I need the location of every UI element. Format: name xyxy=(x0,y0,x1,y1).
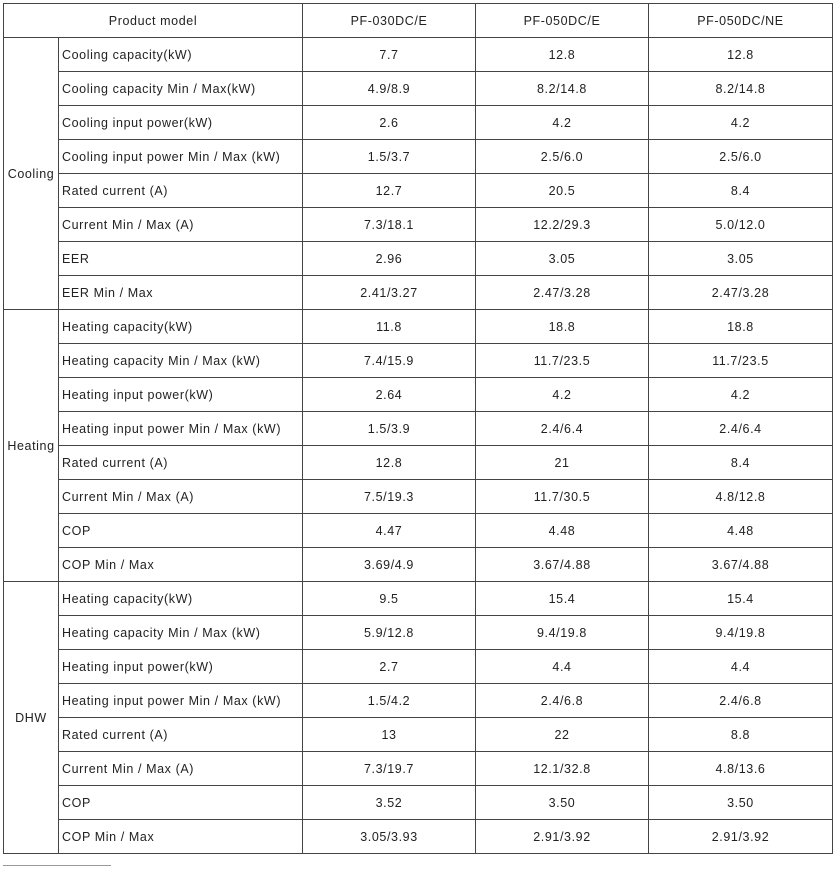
row-label: Cooling capacity Min / Max(kW) xyxy=(59,72,303,106)
table-row xyxy=(4,752,833,786)
row-label: COP xyxy=(59,514,303,548)
value-cell: 8.8 xyxy=(649,718,833,752)
row-label: Rated current (A) xyxy=(59,174,303,208)
row-label: COP Min / Max xyxy=(59,548,303,582)
value-cell: 4.48 xyxy=(476,514,649,548)
row-label: EER xyxy=(59,242,303,276)
table-row xyxy=(4,582,833,616)
value-cell: 7.7 xyxy=(303,38,476,72)
value-cell: 2.41/3.27 xyxy=(303,276,476,310)
value-cell: 2.7 xyxy=(303,650,476,684)
value-cell: 4.2 xyxy=(649,106,833,140)
group-label-cooling: Cooling xyxy=(4,38,59,310)
table-row xyxy=(4,208,833,242)
value-cell: 18.8 xyxy=(649,310,833,344)
value-cell: 2.47/3.28 xyxy=(476,276,649,310)
product-model-header: Product model xyxy=(4,4,303,38)
model-header: PF-050DC/E xyxy=(476,4,649,38)
value-cell: 3.67/4.88 xyxy=(476,548,649,582)
table-row xyxy=(4,276,833,310)
value-cell: 2.47/3.28 xyxy=(649,276,833,310)
row-label: COP Min / Max xyxy=(59,820,303,854)
table-row xyxy=(4,786,833,820)
table-row xyxy=(4,72,833,106)
value-cell: 1.5/4.2 xyxy=(303,684,476,718)
table-row xyxy=(4,446,833,480)
value-cell: 3.05/3.93 xyxy=(303,820,476,854)
value-cell: 2.4/6.4 xyxy=(649,412,833,446)
row-label: Cooling input power Min / Max (kW) xyxy=(59,140,303,174)
table-row xyxy=(4,616,833,650)
value-cell: 3.05 xyxy=(476,242,649,276)
value-cell: 15.4 xyxy=(649,582,833,616)
value-cell: 15.4 xyxy=(476,582,649,616)
value-cell: 2.91/3.92 xyxy=(476,820,649,854)
value-cell: 12.8 xyxy=(303,446,476,480)
row-label: Heating capacity(kW) xyxy=(59,310,303,344)
row-label: Rated current (A) xyxy=(59,446,303,480)
table-row xyxy=(4,548,833,582)
spec-table xyxy=(3,3,833,854)
value-cell: 4.4 xyxy=(649,650,833,684)
row-label: EER Min / Max xyxy=(59,276,303,310)
table-row xyxy=(4,242,833,276)
table-row xyxy=(4,718,833,752)
value-cell: 3.52 xyxy=(303,786,476,820)
row-label: Heating capacity(kW) xyxy=(59,582,303,616)
value-cell: 7.3/19.7 xyxy=(303,752,476,786)
value-cell: 4.2 xyxy=(476,378,649,412)
row-label: Rated current (A) xyxy=(59,718,303,752)
value-cell: 8.4 xyxy=(649,446,833,480)
value-cell: 21 xyxy=(476,446,649,480)
table-row xyxy=(4,38,833,72)
table-row xyxy=(4,378,833,412)
table-row xyxy=(4,820,833,854)
value-cell: 2.5/6.0 xyxy=(476,140,649,174)
value-cell: 7.3/18.1 xyxy=(303,208,476,242)
value-cell: 1.5/3.7 xyxy=(303,140,476,174)
value-cell: 4.48 xyxy=(649,514,833,548)
row-label: Cooling capacity(kW) xyxy=(59,38,303,72)
table-row xyxy=(4,174,833,208)
value-cell: 11.7/30.5 xyxy=(476,480,649,514)
bottom-divider xyxy=(3,865,111,869)
value-cell: 11.8 xyxy=(303,310,476,344)
value-cell: 3.50 xyxy=(476,786,649,820)
value-cell: 7.5/19.3 xyxy=(303,480,476,514)
value-cell: 5.9/12.8 xyxy=(303,616,476,650)
value-cell: 7.4/15.9 xyxy=(303,344,476,378)
value-cell: 8.2/14.8 xyxy=(649,72,833,106)
row-label: Current Min / Max (A) xyxy=(59,208,303,242)
table-row xyxy=(4,684,833,718)
header-row xyxy=(4,4,833,38)
value-cell: 4.47 xyxy=(303,514,476,548)
value-cell: 2.5/6.0 xyxy=(649,140,833,174)
value-cell: 4.8/12.8 xyxy=(649,480,833,514)
value-cell: 3.50 xyxy=(649,786,833,820)
value-cell: 12.8 xyxy=(649,38,833,72)
value-cell: 2.91/3.92 xyxy=(649,820,833,854)
value-cell: 3.67/4.88 xyxy=(649,548,833,582)
table-row xyxy=(4,140,833,174)
table-row xyxy=(4,344,833,378)
value-cell: 4.8/13.6 xyxy=(649,752,833,786)
value-cell: 2.4/6.8 xyxy=(476,684,649,718)
row-label: COP xyxy=(59,786,303,820)
value-cell: 4.2 xyxy=(476,106,649,140)
value-cell: 9.5 xyxy=(303,582,476,616)
value-cell: 12.8 xyxy=(476,38,649,72)
value-cell: 20.5 xyxy=(476,174,649,208)
row-label: Heating capacity Min / Max (kW) xyxy=(59,616,303,650)
value-cell: 22 xyxy=(476,718,649,752)
model-header: PF-030DC/E xyxy=(303,4,476,38)
value-cell: 13 xyxy=(303,718,476,752)
row-label: Heating input power(kW) xyxy=(59,650,303,684)
value-cell: 18.8 xyxy=(476,310,649,344)
table-row xyxy=(4,310,833,344)
value-cell: 8.2/14.8 xyxy=(476,72,649,106)
table-row xyxy=(4,514,833,548)
row-label: Heating input power Min / Max (kW) xyxy=(59,684,303,718)
value-cell: 2.64 xyxy=(303,378,476,412)
row-label: Heating capacity Min / Max (kW) xyxy=(59,344,303,378)
table-row xyxy=(4,412,833,446)
value-cell: 4.2 xyxy=(649,378,833,412)
row-label: Heating input power(kW) xyxy=(59,378,303,412)
row-label: Current Min / Max (A) xyxy=(59,752,303,786)
group-label-dhw: DHW xyxy=(4,582,59,854)
value-cell: 12.1/32.8 xyxy=(476,752,649,786)
table-row xyxy=(4,106,833,140)
model-header: PF-050DC/NE xyxy=(649,4,833,38)
group-label-heating: Heating xyxy=(4,310,59,582)
value-cell: 9.4/19.8 xyxy=(649,616,833,650)
value-cell: 12.7 xyxy=(303,174,476,208)
row-label: Heating input power Min / Max (kW) xyxy=(59,412,303,446)
table-row xyxy=(4,650,833,684)
value-cell: 11.7/23.5 xyxy=(649,344,833,378)
value-cell: 11.7/23.5 xyxy=(476,344,649,378)
value-cell: 5.0/12.0 xyxy=(649,208,833,242)
value-cell: 3.69/4.9 xyxy=(303,548,476,582)
value-cell: 4.9/8.9 xyxy=(303,72,476,106)
value-cell: 2.4/6.8 xyxy=(649,684,833,718)
value-cell: 2.96 xyxy=(303,242,476,276)
value-cell: 4.4 xyxy=(476,650,649,684)
value-cell: 3.05 xyxy=(649,242,833,276)
value-cell: 2.6 xyxy=(303,106,476,140)
value-cell: 9.4/19.8 xyxy=(476,616,649,650)
value-cell: 1.5/3.9 xyxy=(303,412,476,446)
row-label: Cooling input power(kW) xyxy=(59,106,303,140)
value-cell: 2.4/6.4 xyxy=(476,412,649,446)
value-cell: 12.2/29.3 xyxy=(476,208,649,242)
table-row xyxy=(4,480,833,514)
row-label: Current Min / Max (A) xyxy=(59,480,303,514)
value-cell: 8.4 xyxy=(649,174,833,208)
